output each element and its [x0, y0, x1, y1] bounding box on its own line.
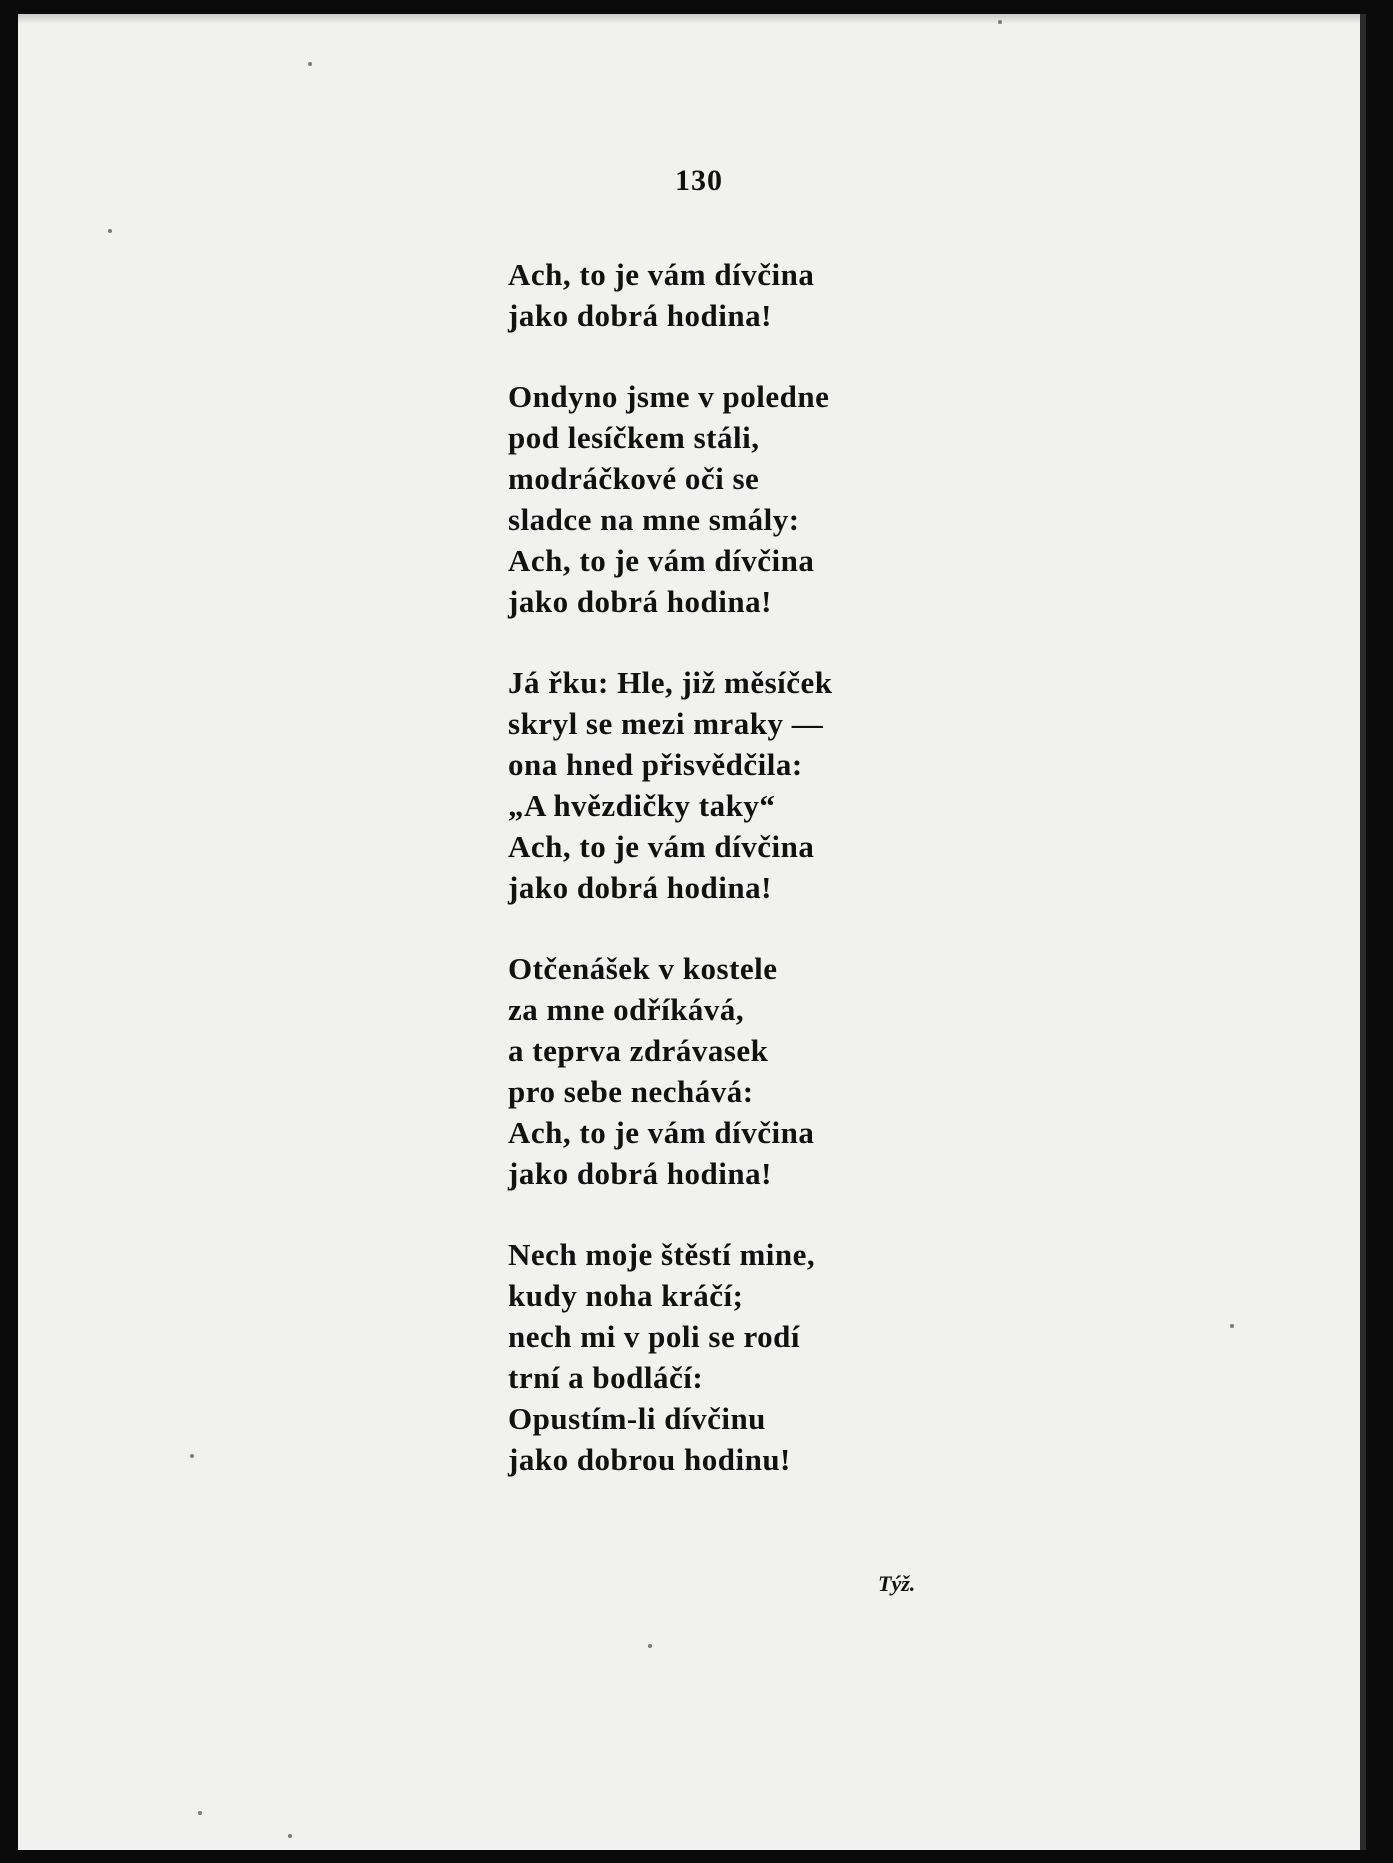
poem-line: za mne odříkává, [508, 992, 745, 1027]
poem-line: trní a bodláčí: [508, 1360, 704, 1395]
poem-line: jako dobrá hodina! [508, 1156, 772, 1191]
page-number: 130 [675, 164, 723, 197]
book-page [18, 14, 1366, 1850]
stanza-2 [508, 376, 1028, 622]
stanza-4 [508, 948, 1028, 1194]
poem-line: skryl se mezi mraky — [508, 706, 824, 741]
poem-line: Ach, to je vám dívčina [508, 1115, 815, 1150]
page-top-shadow [18, 14, 1360, 24]
poem-line: Já řku: Hle, již měsíček [508, 665, 833, 700]
poem-line: jako dobrá hodina! [508, 870, 772, 905]
poem-line: Ach, to je vám dívčina [508, 257, 815, 292]
paper-speck [288, 1834, 292, 1838]
poem-line: Ach, to je vám dívčina [508, 543, 815, 578]
poem-line: Nech moje štěstí mine, [508, 1237, 816, 1272]
poem-line: sladce na mne smály: [508, 502, 800, 537]
stanza-5 [508, 1234, 1028, 1480]
poem-line: Opustím-li dívčinu [508, 1401, 766, 1436]
poem-line: jako dobrou hodinu! [508, 1442, 791, 1477]
stanza-3 [508, 662, 1028, 908]
poem-line: a teprva zdrávasek [508, 1033, 769, 1068]
poem-line: pro sebe nechává: [508, 1074, 754, 1109]
poem-line: Otčenášek v kostele [508, 951, 778, 986]
poem-line: modráčkové oči se [508, 461, 760, 496]
paper-speck [308, 62, 312, 66]
poem-line: Ach, to je vám dívčina [508, 829, 815, 864]
poem-line: nech mi v poli se rodí [508, 1319, 801, 1354]
author-signature: Týž. [878, 1571, 916, 1596]
poem-line: kudy noha kráčí; [508, 1278, 744, 1313]
poem [508, 254, 1028, 1520]
paper-speck [108, 229, 112, 233]
paper-speck [1230, 1324, 1234, 1328]
poem-line: pod lesíčkem stáli, [508, 420, 760, 455]
paper-speck [198, 1811, 202, 1815]
poem-line: ona hned přisvědčila: [508, 747, 803, 782]
poem-line: jako dobrá hodina! [508, 298, 772, 333]
stanza-1 [508, 254, 1028, 336]
paper-speck [998, 20, 1002, 24]
poem-line: jako dobrá hodina! [508, 584, 772, 619]
poem-line: „A hvězdičky taky“ [508, 788, 776, 823]
paper-speck [190, 1454, 194, 1458]
paper-speck [648, 1644, 652, 1648]
poem-line: Ondyno jsme v poledne [508, 379, 830, 414]
